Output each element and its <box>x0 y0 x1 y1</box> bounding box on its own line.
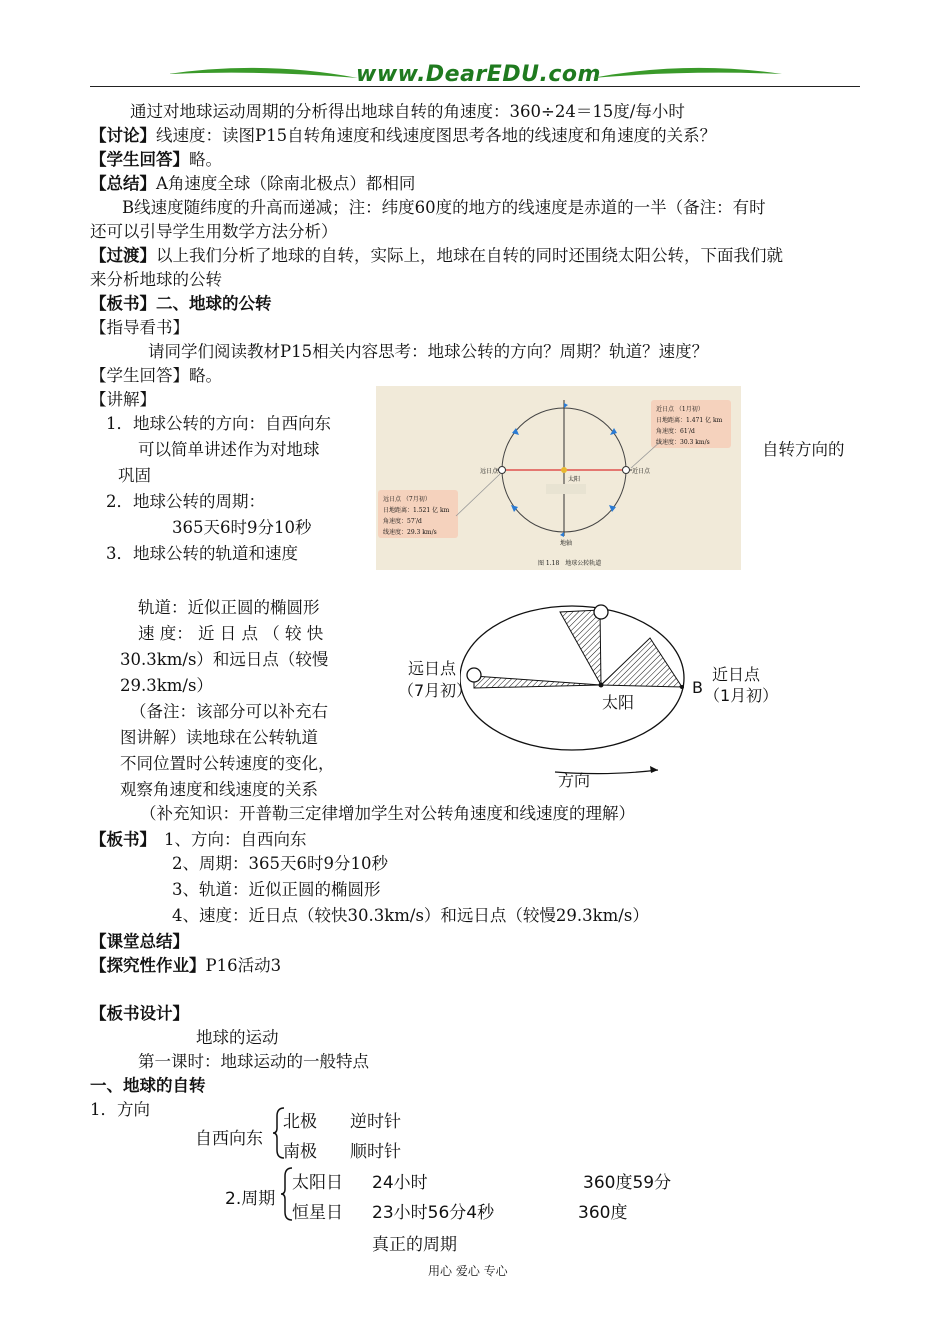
header-logo[interactable]: www.DearEDU.com <box>356 62 601 87</box>
text: P16活动3 <box>205 956 282 975</box>
text-line: 【学生回答】略。 <box>90 366 222 385</box>
text-line: （备注：该部分可以补充右 <box>130 702 328 721</box>
text-line <box>90 172 415 196</box>
header-swoosh-left <box>168 64 358 84</box>
orbit-figure-svg <box>376 386 741 570</box>
section-heading: 【板书】二、地球的公转 <box>90 294 272 313</box>
text-line <box>90 954 281 978</box>
kepler-direction-label: 方向 <box>558 771 591 790</box>
header-rule <box>90 86 860 87</box>
text-line <box>90 828 307 852</box>
text-line <box>90 148 222 172</box>
section-heading: 【课堂总结】 <box>90 932 189 951</box>
perihelion-box-line: 角速度：61′/d <box>656 428 695 435</box>
text-line: 可以简单讲述作为对地球 <box>138 440 320 459</box>
tag: 【讨论】 <box>90 126 156 145</box>
text-line: 第一课时：地球运动的一般特点 <box>138 1052 369 1071</box>
text: 线速度：读图P15自转角速度和线速度图思考各地的线速度和角速度的关系？ <box>156 126 717 145</box>
board-sidereal-time: 23小时56分4秒 <box>372 1203 495 1223</box>
board-solar-day: 太阳日 <box>292 1173 343 1193</box>
text-line: 图讲解）读地球在公转轨道 <box>120 728 318 747</box>
board-north-val: 逆时针 <box>350 1112 401 1132</box>
tag: 【板书】 <box>90 830 156 849</box>
text-line: 自转方向的 <box>762 440 845 459</box>
near-label: 近日点 <box>632 468 651 475</box>
aphelion-box-line: 远日点 （7月初） <box>383 496 431 503</box>
board-period-head: 2.周期 <box>225 1189 276 1209</box>
orbit-figure <box>376 386 741 570</box>
text-line: 【指导看书】 <box>90 318 189 337</box>
text: 略。 <box>189 150 222 169</box>
text-line: 365天6时9分10秒 <box>172 518 312 537</box>
perihelion-box-line: 近日点 （1月初） <box>656 406 704 413</box>
kepler-sun-label: 太阳 <box>602 693 635 712</box>
kepler-far-label: 远日点 <box>408 659 457 678</box>
text-line: 巩固 <box>118 466 151 485</box>
axis-label: 地轴 <box>560 540 573 547</box>
board-sidereal-day: 恒星日 <box>292 1203 343 1223</box>
kepler-b-label: B <box>692 678 703 697</box>
text-line: 3．地球公转的轨道和速度 <box>106 544 298 563</box>
kepler-diagram <box>460 600 710 790</box>
sun-label: 太阳 <box>568 476 581 483</box>
perihelion-box-line: 线速度：30.3 km/s <box>656 439 710 446</box>
text: A角速度全球（除南北极点）都相同 <box>156 174 416 193</box>
section-heading: 一、地球的自转 <box>90 1076 206 1095</box>
kepler-near-date: （1月初） <box>704 686 779 705</box>
aphelion-box-line: 线速度：29.3 km/s <box>383 529 437 536</box>
text-line: 观察角速度和线速度的关系 <box>120 780 318 799</box>
tag: 【学生回答】 <box>90 150 189 169</box>
text-line: 3、轨道：近似正圆的椭圆形 <box>172 880 381 899</box>
text-line: 来分析地球的公转 <box>90 270 222 289</box>
text-line: 30.3km/s）和远日点（较慢 <box>120 650 329 669</box>
aphelion-box-line: 角速度：57′/d <box>383 518 422 525</box>
text-line: （补充知识：开普勒三定律增加学生对公转角速度和线速度的理解） <box>140 804 635 823</box>
kepler-far-date: （7月初） <box>398 681 473 700</box>
text-line: 4、速度：近日点（较快30.3km/s）和远日点（较慢29.3km/s） <box>172 906 649 925</box>
board-direction-head: 自西向东 <box>195 1129 263 1149</box>
text: 以上我们分析了地球的自转，实际上，地球在自转的同时还围绕太阳公转，下面我们就 <box>156 246 783 265</box>
tag: 【过渡】 <box>90 246 156 265</box>
text-line: 1．地球公转的方向：自西向东 <box>106 414 331 433</box>
text-line: 速 度： 近 日 点 （ 较 快 <box>138 624 324 643</box>
text-line: 2．地球公转的周期： <box>106 492 265 511</box>
perihelion-box-line: 日地距离：1.471 亿 km <box>656 417 723 424</box>
footer-text: 用心 爱心 专心 <box>428 1264 508 1278</box>
board-solar-time: 24小时 <box>372 1173 428 1193</box>
text-line: 不同位置时公转速度的变化， <box>120 754 335 773</box>
text: 1、方向：自西向东 <box>164 830 307 849</box>
board-south: 南极 <box>283 1142 317 1162</box>
board-north: 北极 <box>283 1112 317 1132</box>
board-south-val: 顺时针 <box>350 1142 401 1162</box>
board-solar-angle: 360度59分 <box>583 1173 672 1193</box>
tag: 【探究性作业】 <box>90 956 206 975</box>
text-line: 还可以引导学生用数学方法分析） <box>90 222 338 241</box>
section-heading: 【板书设计】 <box>90 1004 189 1023</box>
text-line: B线速度随纬度的升高而递减；注：纬度60度的地方的线速度是赤道的一半（备注：有时 <box>122 198 766 217</box>
text-line: 【讲解】 <box>90 390 156 409</box>
text-line: 通过对地球运动周期的分析得出地球自转的角速度：360÷24＝15度/每小时 <box>130 102 685 121</box>
header-swoosh-right <box>592 64 782 84</box>
aphelion-box-line: 日地距离：1.521 亿 km <box>383 507 450 514</box>
text-line: 2、周期：365天6时9分10秒 <box>172 854 388 873</box>
text-line: 地球的运动 <box>196 1028 279 1047</box>
text-line <box>90 244 783 268</box>
tag: 【总结】 <box>90 174 156 193</box>
board-true-period: 真正的周期 <box>372 1235 457 1255</box>
text-line: 轨道：近似正圆的椭圆形 <box>138 598 320 617</box>
text-line: 1．方向 <box>90 1100 150 1119</box>
figure-caption: 图 1.18 地球公转轨道 <box>538 560 602 567</box>
text-line: 请同学们阅读教材P15相关内容思考：地球公转的方向？周期？轨道？速度？ <box>148 342 709 361</box>
far-label: 远日点 <box>480 468 499 475</box>
board-sidereal-angle: 360度 <box>578 1203 628 1223</box>
text-line: 29.3km/s） <box>120 676 213 695</box>
kepler-near-label: 近日点 <box>712 665 761 684</box>
text-line <box>90 124 716 148</box>
